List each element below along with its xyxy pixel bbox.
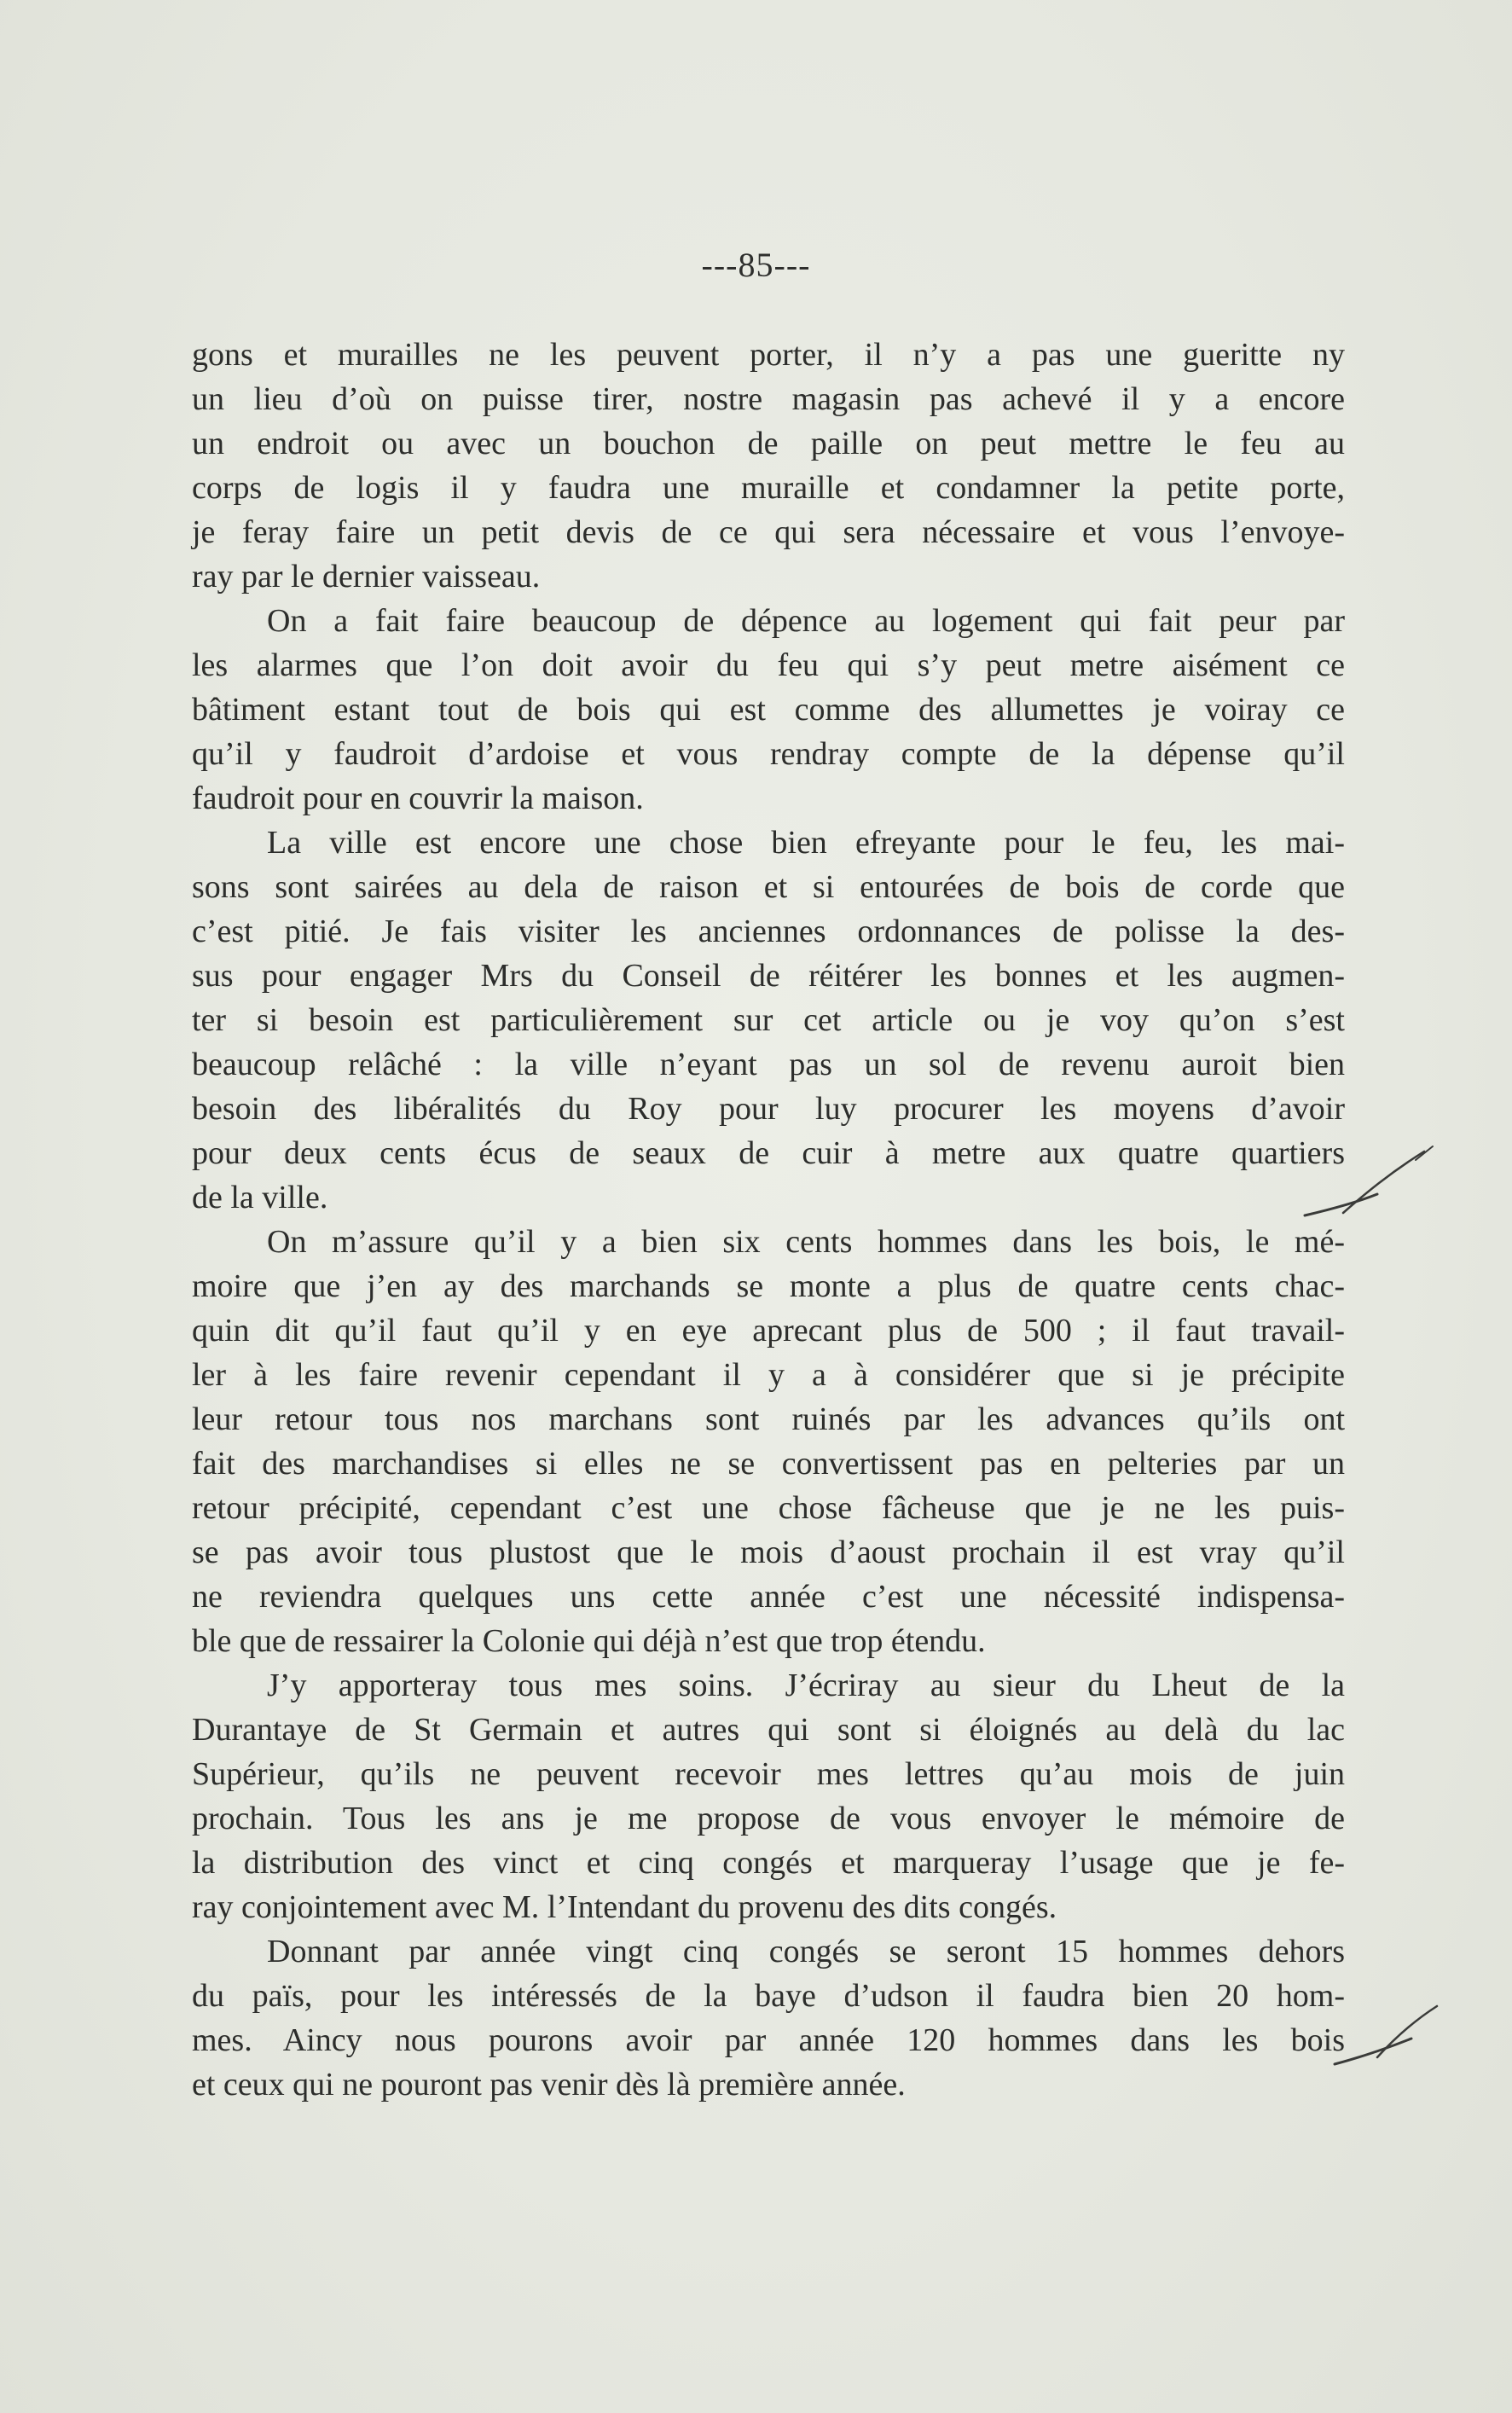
text-line: ter si besoin est particulièrement sur cet article ou je voy qu’on s’est (192, 1002, 1345, 1038)
text-line: ble que de ressairer la Colonie qui déjà n’est que trop étendu. (192, 1623, 986, 1659)
page-number: ---85--- (701, 246, 811, 284)
text-line: beaucoup relâché : la ville n’eyant pas un sol de revenu auroit bien (192, 1047, 1345, 1082)
paragraph (192, 599, 1345, 821)
paragraph (192, 333, 1345, 599)
body-text (192, 333, 1345, 2107)
margin-pen-mark-icon (1296, 1134, 1441, 1228)
text-line: prochain. Tous les ans je me propose de vous envoyer le mémoire de (192, 1801, 1345, 1836)
text-line: la distribution des vinct et cinq congés et marqueray l’usage que je fe- (192, 1845, 1345, 1881)
text-line: leur retour tous nos marchans sont ruinés par les advances qu’ils ont (192, 1401, 1345, 1437)
text-line: J’y apporteray tous mes soins. J’écriray au sieur du Lheut de la (267, 1668, 1345, 1703)
text-line: un lieu d’où on puisse tirer, nostre magasin pas achevé il y a encore (192, 381, 1345, 417)
text-line: sus pour engager Mrs du Conseil de réitérer les bonnes et les augmen- (192, 958, 1345, 994)
text-line: ray conjointement avec M. l’Intendant du provenu des dits congés. (192, 1889, 1057, 1925)
text-line: quin dit qu’il faut qu’il y en eye aprecant plus de 500 ; il faut travail- (192, 1313, 1345, 1349)
margin-pen-mark-icon (1326, 1996, 1445, 2073)
text-line: besoin des libéralités du Roy pour luy procurer les moyens d’avoir (192, 1091, 1345, 1127)
text-line: ray par le dernier vaisseau. (192, 559, 541, 595)
text-line: et ceux qui ne pouront pas venir dès là première année. (192, 2067, 906, 2103)
text-line: fait des marchandises si elles ne se convertissent pas en pelteries par un (192, 1446, 1345, 1482)
text-line: se pas avoir tous plustost que le mois d’aoust prochain il est vray qu’il (192, 1534, 1345, 1570)
text-line: pour deux cents écus de seaux de cuir à metre aux quatre quartiers (192, 1135, 1345, 1171)
text-line: ler à les faire revenir cependant il y a à considérer que si je précipite (192, 1357, 1345, 1393)
paragraph (192, 1663, 1345, 1929)
text-line: c’est pitié. Je fais visiter les anciennes ordonnances de polisse la des- (192, 914, 1345, 949)
text-line: du païs, pour les intéressés de la baye d’udson il faudra bien 20 hom- (192, 1978, 1345, 2014)
text-line: faudroit pour en couvrir la maison. (192, 780, 644, 816)
paragraph (192, 1929, 1345, 2107)
text-line: gons et murailles ne les peuvent porter, il n’y a pas une gueritte ny (192, 337, 1345, 373)
text-line: je feray faire un petit devis de ce qui sera nécessaire et vous l’envoye- (192, 514, 1345, 550)
text-line: On a fait faire beaucoup de dépence au logement qui fait peur par (267, 603, 1345, 639)
text-line: un endroit ou avec un bouchon de paille on peut mettre le feu au (192, 426, 1345, 461)
text-line: de la ville. (192, 1180, 328, 1215)
text-line: sons sont sairées au dela de raison et si entourées de bois de corde que (192, 869, 1345, 905)
paragraph (192, 1220, 1345, 1663)
text-line: Supérieur, qu’ils ne peuvent recevoir mes lettres qu’au mois de juin (192, 1756, 1345, 1792)
text-line: bâtiment estant tout de bois qui est comme des allumettes je voiray ce (192, 692, 1345, 728)
text-line: corps de logis il y faudra une muraille et condamner la petite porte, (192, 470, 1345, 506)
text-line: Donnant par année vingt cinq congés se seront 15 hommes dehors (267, 1934, 1345, 1969)
text-line: moire que j’en ay des marchands se monte a plus de quatre cents chac- (192, 1268, 1345, 1304)
text-line: La ville est encore une chose bien efreyante pour le feu, les mai- (267, 825, 1345, 861)
text-line: ne reviendra quelques uns cette année c’est une nécessité indispensa- (192, 1579, 1345, 1615)
text-line: qu’il y faudroit d’ardoise et vous rendray compte de la dépense qu’il (192, 736, 1345, 772)
paragraph (192, 821, 1345, 1220)
text-line: les alarmes que l’on doit avoir du feu qui s’y peut metre aisément ce (192, 647, 1345, 683)
text-line: On m’assure qu’il y a bien six cents hommes dans les bois, le mé- (267, 1224, 1345, 1260)
text-line: retour précipité, cependant c’est une chose fâcheuse que je ne les puis- (192, 1490, 1345, 1526)
text-line: Durantaye de St Germain et autres qui sont si éloignés au delà du lac (192, 1712, 1345, 1748)
text-line: mes. Aincy nous pourons avoir par année 120 hommes dans les bois (192, 2022, 1345, 2058)
